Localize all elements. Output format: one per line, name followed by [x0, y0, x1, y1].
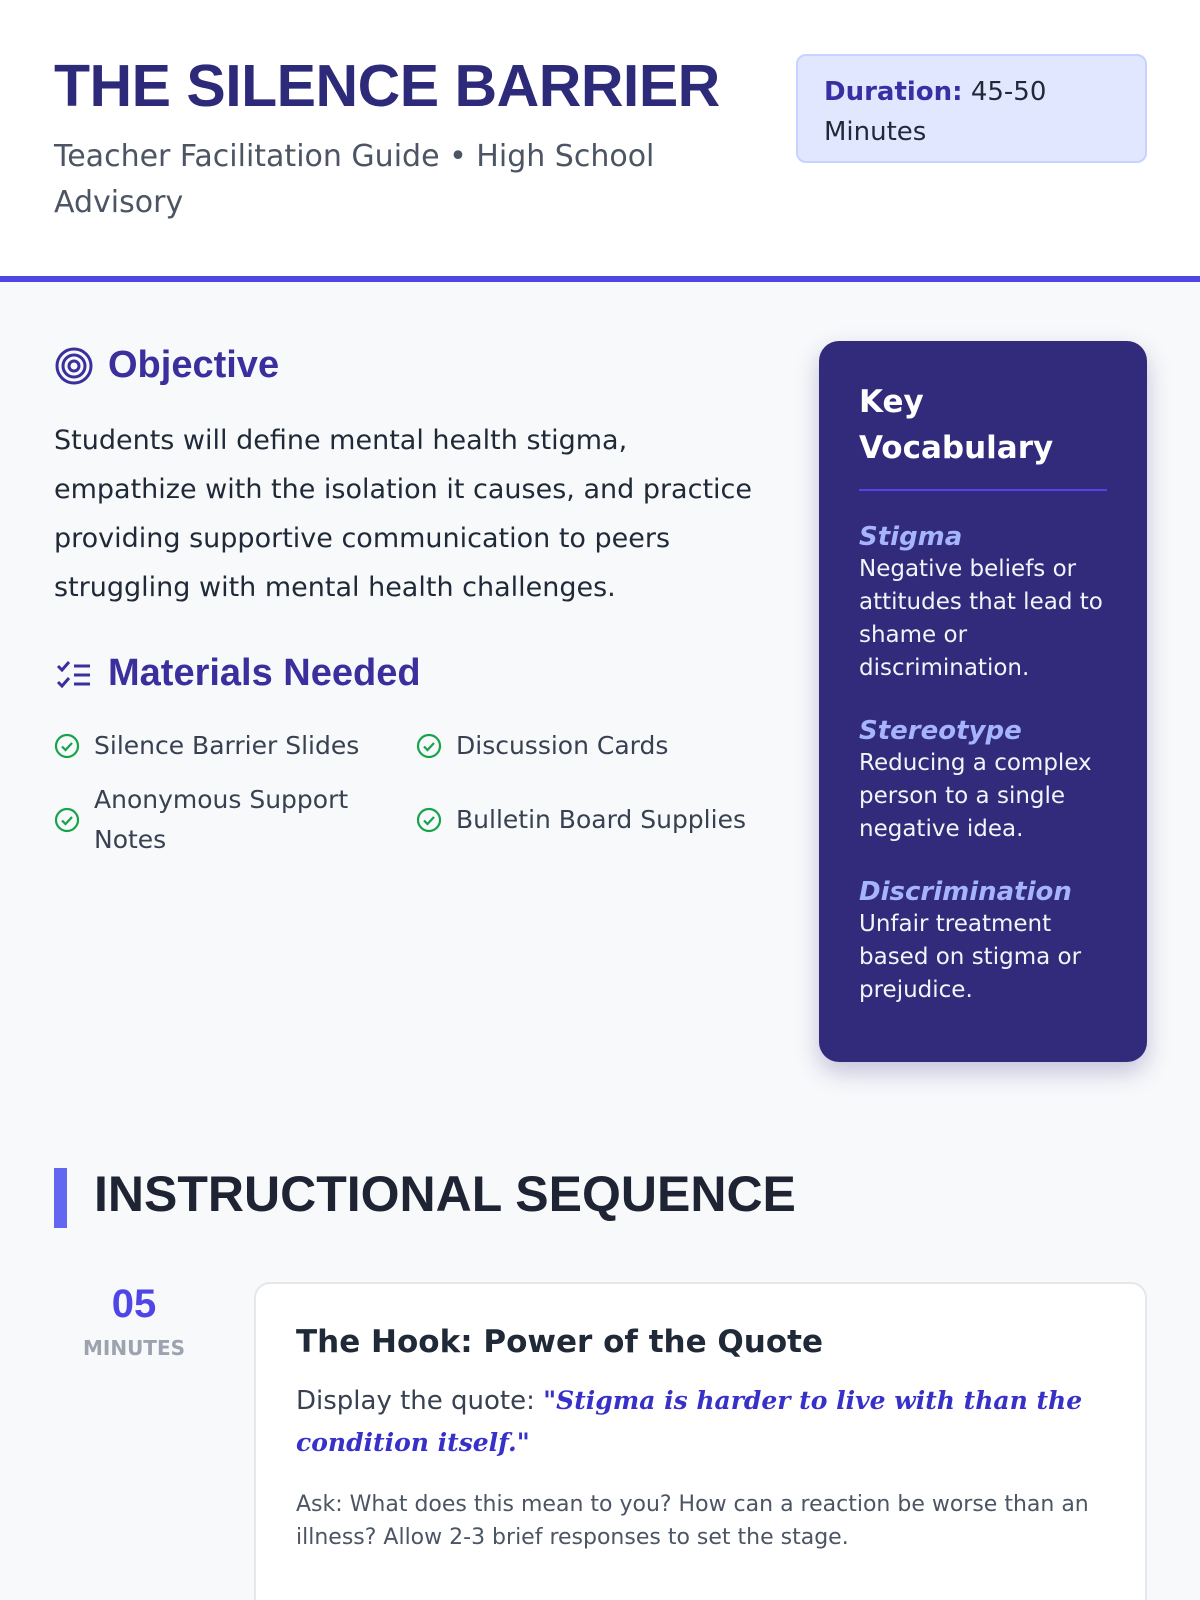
vocab-entry — [859, 715, 1107, 846]
material-item-label: Bulletin Board Supplies — [456, 805, 746, 834]
vocab-definition: Reducing a complex person to a single negative idea. — [859, 750, 1092, 842]
duration-value: 45-50 Minutes — [824, 77, 1047, 147]
objective-text: Students will define mental health stigma, empathize with the isolation it causes, and practice providing supportive communication to peers struggling with mental health challenges. — [54, 425, 752, 603]
material-item-label: Discussion Cards — [456, 731, 669, 760]
objective-heading-label: Objective — [108, 344, 280, 386]
duration-label: Duration: — [824, 77, 963, 107]
check-circle-icon — [54, 807, 80, 833]
material-item-label: Silence Barrier Slides — [94, 731, 360, 760]
step-card — [254, 1282, 1147, 1600]
vocab-definition: Negative beliefs or attitudes that lead to shame or discrimination. — [859, 556, 1103, 681]
vocab-definition: Unfair treatment based on stigma or prejudice. — [859, 911, 1082, 1003]
page-title: THE SILENCE BARRIER — [54, 53, 720, 119]
check-circle-icon — [416, 807, 442, 833]
checklist-icon — [54, 654, 94, 694]
vocabulary-heading: Key Vocabulary — [859, 379, 1107, 491]
material-item — [416, 726, 776, 766]
step-instructions: Ask: What does this mean to you? How can a reaction be worse than an illness? Allow 2-3 brief responses to set the stage. — [296, 1492, 1089, 1550]
check-circle-icon — [416, 733, 442, 759]
section-accent-bar — [54, 1168, 67, 1228]
vocab-term: Discrimination — [859, 877, 1072, 907]
duration-badge — [796, 54, 1147, 163]
materials-heading-label: Materials Needed — [108, 652, 421, 694]
material-item-label: Anonymous Support Notes — [94, 785, 349, 854]
vocab-term: Stigma — [859, 522, 963, 552]
vocab-term: Stereotype — [859, 716, 1022, 746]
material-item — [54, 780, 374, 860]
target-icon — [54, 346, 94, 386]
quote-text: "Stigma is harder to live with than the condition itself." — [296, 1386, 1083, 1457]
objective-heading — [54, 344, 279, 387]
vocab-entry — [859, 876, 1107, 1007]
step-minutes: 05 — [111, 1282, 157, 1326]
material-item — [54, 726, 394, 766]
step-title: The Hook: Power of the Quote — [296, 1324, 823, 1360]
sequence-heading: INSTRUCTIONAL SEQUENCE — [94, 1166, 796, 1222]
vocab-entry — [859, 521, 1107, 685]
step-minutes-label: MINUTES — [82, 1336, 186, 1360]
step-quote-line — [296, 1380, 1105, 1464]
header — [0, 0, 1200, 282]
check-circle-icon — [54, 733, 80, 759]
quote-intro: Display the quote: — [296, 1386, 535, 1416]
material-item — [416, 800, 776, 840]
page-subtitle: Teacher Facilitation Guide • High School Advisory — [54, 139, 655, 220]
key-vocabulary-card — [819, 341, 1147, 1062]
materials-heading — [54, 652, 421, 695]
